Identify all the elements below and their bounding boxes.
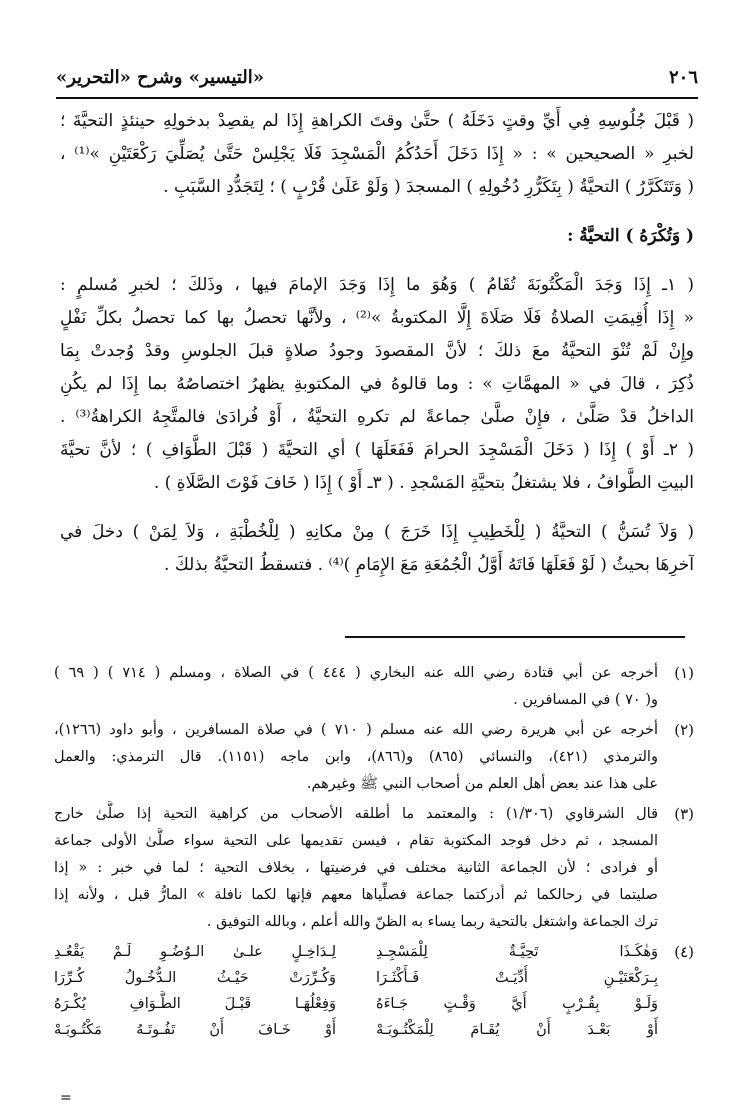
running-header xyxy=(56,62,698,92)
text-line: ( قَبْلَ جُلُوسِهِ فِي أَيِّ وقتٍ دَخَلَهُ ) حتَّىٰ وقتَ الكراهةِ إِذَا لم يقصِدْ بدخولِهِ حينئذٍ التحيَّةَ ؛ xyxy=(60,111,694,131)
main-text xyxy=(60,105,694,582)
footnote-line: أخرجه عن أبي هريرة رضي الله عنه مسلم ( ٧١٠ ) في صلاة المسافرين ، وأبو داود (١٢٦٦)، xyxy=(54,722,658,738)
footnote-line: المسجد ، ثم دخل فوجد المكتوبة تقام ، فيسن تقديمها على التحية سواء صلَّىٰ الأولى جماعة xyxy=(54,833,658,849)
footnote-line: ترك الجماعة واشتغل بالتحية ربما يساء به الظنّ والله أعلم ، وبالله التوفيق . xyxy=(206,914,658,930)
footnotes xyxy=(54,660,694,1043)
text-line: وإِنْ لَمْ تُنْوَ التحيَّةُ معَ ذلكَ ؛ لأنَّ المقصودَ وجودُ صلاةٍ قبلَ الجلوسِ وقدْ وُجدتْ بِمَا xyxy=(60,341,694,361)
footnote-line: قال الشرقاوي (١/٣٠٦) : والمعتمد ما أطلقه الأصحاب من كراهية التحية إذا صلَّىٰ خارج xyxy=(54,806,658,822)
footnote-line: على هذا عند بعض أهل العلم من أصحاب النبي ﷺ وغيرهم. xyxy=(306,776,658,792)
text-line: ( ٢ـ أَوْ ) إِذَا ( دَخَلَ الْمَسْجِدَ الحرامَ فَفَعَلَهَا ) أي التحيَّةَ ( قَبْلَ الطَّوَافِ ) ؛ لأنَّ تحيَّةَ xyxy=(60,440,694,460)
footnote-line: و( ٧٠ ) في المسافرين . xyxy=(513,692,658,708)
verse-hemistich: وَهٰكَـذَا تَحِيَّـةٌ لِلْمَسْجِـدِ xyxy=(376,944,658,960)
footnote-number: (٢) xyxy=(674,721,694,739)
footnote-1 xyxy=(54,660,694,714)
footnote-line: أو فرادى ؛ لأن الجماعة الثانية مختلف في فرضيتها ، بخلاف التحية ؛ لما في خبر : « إذا xyxy=(54,860,658,876)
continuation-mark: = xyxy=(60,1090,72,1106)
text-line: الداخلُ قدْ صَلَّىٰ ، فإِنْ صلَّىٰ جماعةً لم تكرهِ التحيَّةُ ، أَوْ فُرادَىٰ فالمتَّجِهُ الكراهةُ⁽³⁾ . xyxy=(60,407,694,427)
page-number: ٢٠٦ xyxy=(668,66,698,88)
header-rule xyxy=(56,97,698,99)
text-line: « إِذَا أُقِيمَتِ الصلاةُ فَلَا صَلَاةَ إِلَّا المكتوبةُ »⁽²⁾ ، ولأنَّها تحصلُ بها كما تحصلُ بكلِّ نَفْلٍ xyxy=(60,308,694,328)
footnote-4-poem xyxy=(54,939,694,1043)
verse-hemistich: بِـرَكْعَتَيْـنِ أُدِّيَـتْ فَـأَكْثَـرَا xyxy=(376,970,658,986)
text-line: لخبرِ « الصحيحين » : « إِذَا دَخَلَ أَحَدُكُمُ الْمَسْجِدَ فَلَا يَجْلِسْ حَتَّىٰ يُصَلِّيَ رَكْعَتَيْنِ »⁽¹⁾ ، xyxy=(60,144,694,164)
verse-hemistich: وَفِعْلُهَـا قَبْـلَ الطَّـوَافِ يُكْـرَهُ xyxy=(54,996,336,1012)
footnote-number: (٣) xyxy=(674,805,694,823)
footnote-number: (٤) xyxy=(674,943,694,961)
book-title: «التيسير» وشرح «التحرير» xyxy=(56,66,265,88)
text-line: البيتِ الطَّوافُ ، فلا يشتغلُ بتحيَّةِ المَسْجدِ . ( ٣ـ أَوْ ) إِذَا ( خَافَ فَوْتَ الصَّلَاةِ ) . xyxy=(153,473,694,493)
text-line: ذُكِرَ ، قالَ في « المهمَّاتِ » : وما قالوهُ في المكتوبةِ يظهرُ اختصاصُهُ بما إِذَا لم يكُنِ xyxy=(60,374,694,394)
text-line: آخرِهَا بحيثُ ( لَوْ فَعَلَهَا فَاتَهُ أَوَّلُ الْجُمُعَةِ مَعَ الإِمَامِ )⁽⁴⁾ . فتسقطُ التحيَّةُ بذلكَ . xyxy=(164,555,694,575)
footnote-separator xyxy=(345,636,685,638)
verse-hemistich: أَوْ بَعْـدَ أَنْ يُقَـامَ لِلْمَكْتُـوبَـهْ xyxy=(376,1022,658,1038)
section-heading: ( وَتُكْرَهُ ) التحيَّةُ : xyxy=(567,226,694,246)
verse-hemistich: وَكُـرِّرَتْ حَيْـثُ الـدُّخُـولُ كُـرِّرَا xyxy=(54,970,336,986)
verse-hemistich: وَلَـوْ بِقُـرْبٍ أَيَّ وَقْـتٍ جَـاءَهُ xyxy=(376,996,658,1012)
footnote-line: صليتما في رحالكما ثم أدركتما جماعة فصلِّياها معهم فإنها لكما نافلة » المارُّ قبل ، ولأنه إذا xyxy=(54,887,658,903)
footnote-number: (١) xyxy=(674,664,694,682)
text-line: ( وَتَتَكَرَّرُ ) التحيَّةُ ( بِتَكَرُّرِ دُخُولِهِ ) المسجدَ ( وَلَوْ عَلَىٰ قُرْبٍ ) ؛ لِتَجَدُّدِ السَّبَبِ . xyxy=(163,177,694,197)
verse-hemistich: لِـدَاخِـلٍ علـىٰ الـوُضُـوِ لَـمْ يَقْعُـدِ xyxy=(54,944,336,960)
text-line: ( ١ـ إِذَا وَجَدَ الْمَكْتُوبَةَ تُقَامُ ) وَهُوَ ما إِذَا وَجَدَ الإمامَ فيها ، وذَلكَ ؛ لخبرِ مُسلمٍ : xyxy=(60,275,694,295)
footnote-line: والترمذي (٤٢١)، والنسائي (٨٦٥) و(٨٦٦)، وابن ماجه (١١٥١). قال الترمذي: والعمل xyxy=(54,749,658,765)
footnote-3 xyxy=(54,801,694,936)
footnote-line: أخرجه عن أبي قتادة رضي الله عنه البخاري ( ٤٤٤ ) في الصلاة ، ومسلم ( ٧١٤ ) ( ٦٩ ) xyxy=(54,665,658,681)
footnote-2 xyxy=(54,717,694,798)
text-line: ( وَلاَ تُسَنُّ ) التحيَّةُ ( لِلْخَطِيبِ إِذَا خَرَجَ ) مِنْ مكانِهِ ( لِلْخُطْبَةِ ، وَلاَ لِمَنْ ) دخلَ في xyxy=(60,522,694,542)
verse-hemistich: أَوْ خَـافَ أَنْ تَفُـوتَـهُ مَكْتُـوبَـهْ xyxy=(54,1022,336,1038)
